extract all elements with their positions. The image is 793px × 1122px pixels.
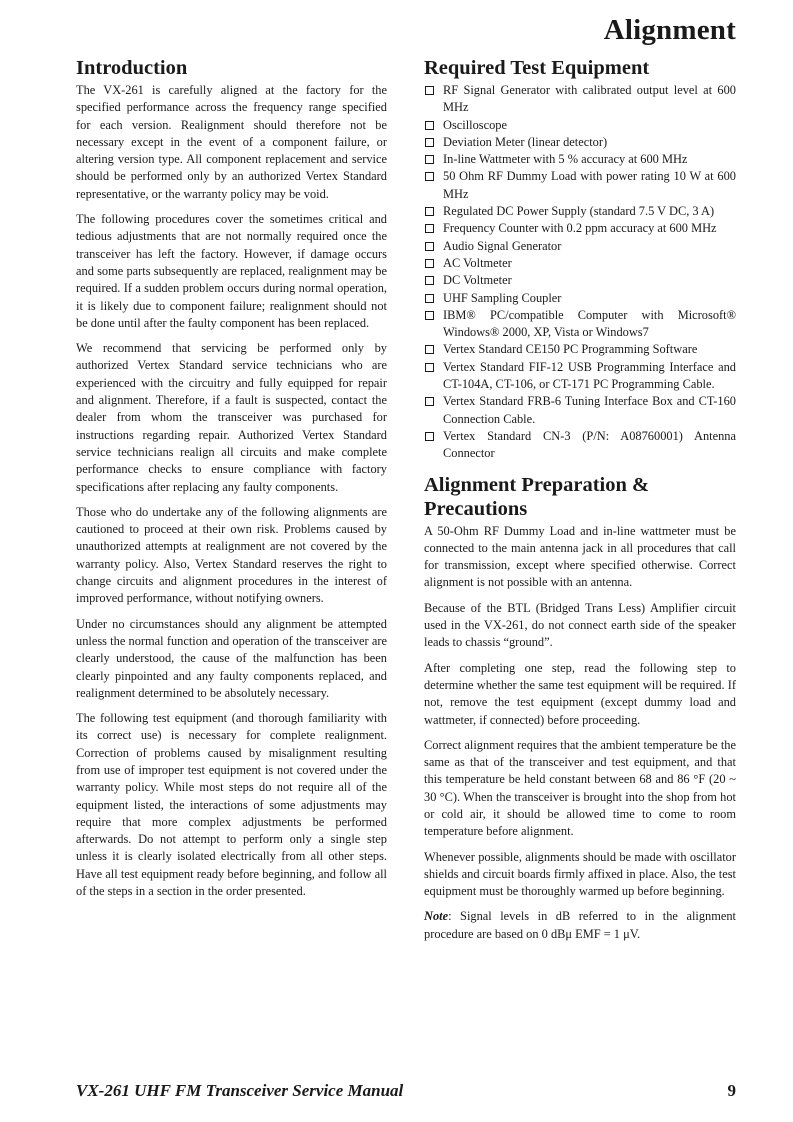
checkbox-square-icon — [425, 363, 434, 372]
equipment-item: AC Voltmeter — [424, 255, 736, 272]
checkbox-square-icon — [425, 345, 434, 354]
introduction-heading: Introduction — [76, 57, 188, 79]
equipment-item: RF Signal Generator with calibrated output level at 600 MHz — [424, 82, 736, 117]
equipment-item: IBM® PC/compatible Computer with Microsoft® Windows® 2000, XP, Vista or Windows7 — [424, 307, 736, 342]
note-text: : Signal levels in dB referred to in the alignment procedure are based on 0 dBμ EMF = 1 μV. — [424, 909, 736, 941]
left-column — [76, 56, 387, 908]
equipment-item: Vertex Standard CN-3 (P/N: A08760001) Antenna Connector — [424, 428, 736, 463]
equipment-item: Regulated DC Power Supply (standard 7.5 V DC, 3 A) — [424, 203, 736, 220]
preparation-paragraph: Correct alignment requires that the ambient temperature be the same as that of the transceiver and test equipment, and that this temperature be held constant between 68 and 86 °F (20 ~ 30 °C). When the transceiver is brought into the shop from hot or cold air, it should be allowed time to come to room temperature before alignment. — [424, 737, 736, 839]
checkbox-square-icon — [425, 138, 434, 147]
equipment-item: Vertex Standard FIF-12 USB Programming Interface and CT-104A, CT-106, or CT-171 PC Programming Cable. — [424, 359, 736, 394]
checkbox-square-icon — [425, 207, 434, 216]
equipment-item: 50 Ohm RF Dummy Load with power rating 10 W at 600 MHz — [424, 168, 736, 203]
equipment-item: In-line Wattmeter with 5 % accuracy at 600 MHz — [424, 151, 736, 168]
page-title: Alignment — [603, 14, 736, 46]
checkbox-square-icon — [425, 432, 434, 441]
equipment-item: Frequency Counter with 0.2 ppm accuracy at 600 MHz — [424, 220, 736, 237]
equipment-item: Oscilloscope — [424, 117, 736, 134]
checkbox-square-icon — [425, 172, 434, 181]
right-column — [424, 56, 736, 951]
checkbox-square-icon — [425, 311, 434, 320]
checkbox-square-icon — [425, 224, 434, 233]
checkbox-square-icon — [425, 259, 434, 268]
introduction-paragraph: We recommend that servicing be performed only by authorized Vertex Standard service technicians who are experienced with the circuitry and fully equipped for repair and alignment. Therefore, if a fault is suspected, contact the dealer from whom the transceiver was purchased for instructions regarding repair. Authorized Vertex Standard service technicians realign all circuits and make complete performance checks to ensure compliance with factory specifications after replacing any faulty components. — [76, 341, 387, 494]
preparation-paragraph: Whenever possible, alignments should be made with oscillator shields and circuit boards firmly affixed in place. Also, the test equipment must be thoroughly warmed up before beginning. — [424, 849, 736, 899]
introduction-paragraph: Those who do undertake any of the following alignments are cautioned to proceed at their own risk. Problems caused by unauthorized attempts at realignment are not covered by the warranty policy. Also, Vertex Standard reserves the right to change circuits and alignment procedures in the interest of improved performance, without notifying owners. — [76, 504, 387, 606]
equipment-list — [424, 82, 736, 463]
checkbox-square-icon — [425, 86, 434, 95]
preparation-paragraph: After completing one step, read the following step to determine whether the same test equipment will be required. If not, remove the test equipment (except dummy load and wattmeter, if connected) before proceeding. — [424, 660, 736, 727]
checkbox-square-icon — [425, 397, 434, 406]
checkbox-square-icon — [425, 242, 434, 251]
preparation-heading: Alignment Preparation & Precautions — [424, 473, 650, 520]
checkbox-square-icon — [425, 276, 434, 285]
introduction-paragraph: The following test equipment (and thorough familiarity with its correct use) is necessary for complete realignment. Correction of problems caused by misalignment resulting from use of improper test equipment is not covered under the warranty policy. While most steps do not require all of the equipment listed, the interactions of some adjustments may require that more complex adjustments be performed afterwards. Do not attempt to perform only a single step unless it is clearly isolated electrically from all other steps. Have all test equipment ready before beginning, and follow all of the steps in a section in the order presented. — [76, 711, 387, 899]
preparation-paragraph: Because of the BTL (Bridged Trans Less) Amplifier circuit used in the VX-261, do not connect earth side of the speaker leads to chassis “ground”. — [424, 600, 736, 650]
checkbox-square-icon — [425, 155, 434, 164]
checkbox-square-icon — [425, 121, 434, 130]
introduction-paragraph: The VX-261 is carefully aligned at the factory for the specified performance across the frequency range specified for each version. Realignment should therefore not be necessary except in the event of a component failure, or altering version type. All component replacement and service should be performed only by an authorized Vertex Standard representative, or the warranty policy may be void. — [76, 83, 387, 201]
introduction-paragraph: Under no circumstances should any alignment be attempted unless the normal function and operation of the transceiver are clearly understood, the cause of the malfunction has been clearly pinpointed and any faulty components replaced, and realignment determined to be absolutely necessary. — [76, 616, 387, 700]
page-number: 9 — [727, 1081, 736, 1100]
equipment-item: Audio Signal Generator — [424, 238, 736, 255]
note-paragraph — [424, 908, 736, 943]
equipment-item: Deviation Meter (linear detector) — [424, 134, 736, 151]
equipment-item: DC Voltmeter — [424, 272, 736, 289]
checkbox-square-icon — [425, 294, 434, 303]
equipment-item: Vertex Standard FRB-6 Tuning Interface Box and CT-160 Connection Cable. — [424, 393, 736, 428]
equipment-item: UHF Sampling Coupler — [424, 290, 736, 307]
footer-manual-title: VX-261 UHF FM Transceiver Service Manual — [76, 1081, 404, 1100]
note-label: Note — [424, 909, 449, 924]
preparation-paragraph: A 50-Ohm RF Dummy Load and in-line wattmeter must be connected to the main antenna jack in all procedures that call for transmission, except where specified otherwise. Correct alignment is not possible with an antenna. — [424, 523, 736, 590]
equipment-item: Vertex Standard CE150 PC Programming Software — [424, 341, 736, 358]
introduction-paragraph: The following procedures cover the sometimes critical and tedious adjustments that are not normally required once the transceiver has left the factory. However, if damage occurs and some parts subsequently are replaced, realignment may be required. If a sudden problem occurs during normal operation, it is likely due to component failure; realignment should not be done until after the faulty component has been replaced. — [76, 212, 387, 330]
equipment-heading: Required Test Equipment — [424, 57, 650, 79]
